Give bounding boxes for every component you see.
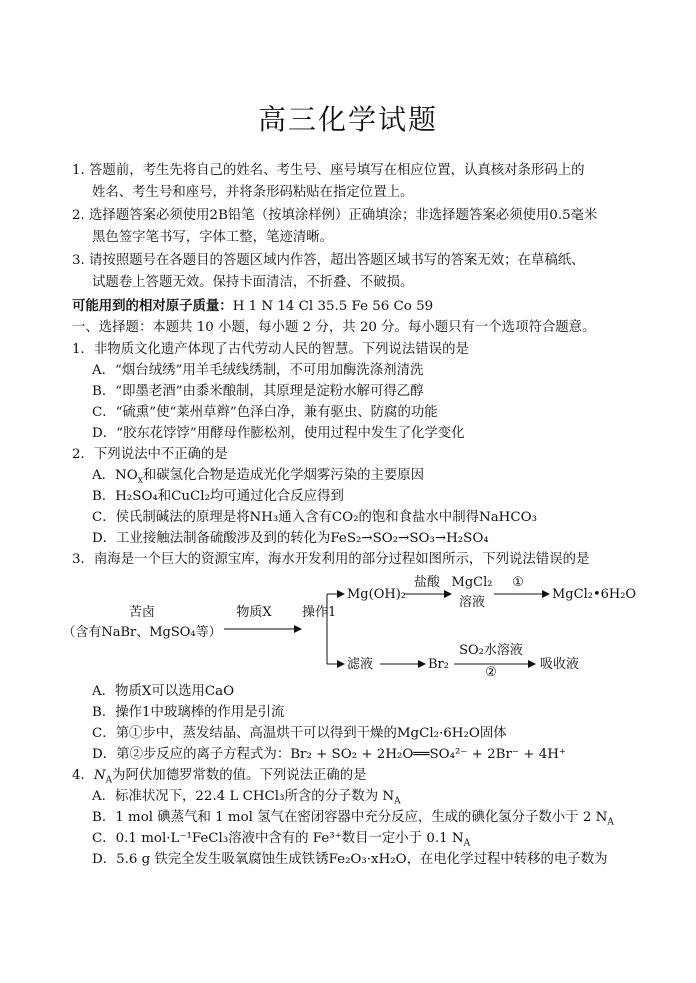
note-text: 选择题答案必须使用2B铅笔（按填涂样例）正确填涂；非选择题答案必须使用0.5毫米 xyxy=(89,208,598,223)
diagram-absorb: 吸收液 xyxy=(540,657,580,672)
question-4-stem xyxy=(72,768,367,785)
diagram-solution: 溶液 xyxy=(458,595,486,610)
question-2-option-d: D．工业接触法制备硫酸涉及到的转化为FeS₂→SO₂→SO₃→H₂SO₄ xyxy=(92,531,489,546)
option-c-subscript: A xyxy=(463,838,471,849)
diagram-mgoh2: Mg(OH)₂ xyxy=(347,587,406,602)
seawater-process-diagram xyxy=(62,568,637,680)
option-a-prefix: A．NO xyxy=(92,468,138,483)
note-text: 请按照题号在各题目的答题区域内作答，超出答题区域书写的答案无效；在草稿纸、 xyxy=(89,253,585,268)
question-2-option-a xyxy=(92,468,424,485)
option-a-text: 和碳氢化合物是造成光化学烟雾污染的主要原因 xyxy=(142,468,425,483)
question-3-option-d: D．第②步反应的离子方程式为：Br₂ + SO₂ + 2H₂O══SO₄²⁻ + 2Br⁻ + 4H⁺ xyxy=(92,747,566,762)
option-a-subscript: A xyxy=(394,796,401,807)
avogadro-subscript: A xyxy=(105,775,113,786)
note-text: 答题前，考生先将自己的姓名、考生号、座号填写在相应位置，认真核对条形码上的 xyxy=(89,163,585,178)
arrow-head xyxy=(418,660,426,668)
question-3-option-b: B．操作1中玻璃棒的作用是引流 xyxy=(92,705,285,720)
diagram-reagent-x: 物质X xyxy=(236,605,272,620)
option-a-subscript: x xyxy=(137,475,143,486)
note-number: 3. xyxy=(72,253,85,268)
note-number: 2. xyxy=(72,208,85,223)
question-3-option-a: A．物质X可以选用CaO xyxy=(92,684,235,699)
question-4-option-d: D．5.6 g 铁完全发生吸氧腐蚀生成铁锈Fe₂O₃·xH₂O，在电化学过程中转移的电子数为 xyxy=(92,852,608,867)
option-b-subscript: A xyxy=(607,817,614,828)
question-1-option-d: D．“胶东花饽饽”用酵母作膨松剂，使用过程中发生了化学变化 xyxy=(92,426,465,441)
option-a-text: A．标准状况下，22.4 L CHCl₃所含的分子数为 N xyxy=(92,789,395,804)
question-2-stem: 2．下列说法中不正确的是 xyxy=(72,447,228,462)
question-1-option-b: B．“即墨老酒”由黍米酿制，其原理是淀粉水解可得乙醇 xyxy=(92,384,424,399)
arrow-head xyxy=(528,660,536,668)
section-heading: 一、选择题：本题共 10 小题，每小题 2 分，共 20 分。每小题只有一个选项符合题意。 xyxy=(72,320,596,335)
question-4-option-b xyxy=(92,810,614,827)
q4-number: 4． xyxy=(72,768,94,783)
arrow-head xyxy=(444,590,452,598)
option-c-text: C．0.1 mol·L⁻¹FeCl₃溶液中含有的 Fe³⁺数目一定小于 0.1 N xyxy=(92,831,464,846)
atomic-mass-values: H 1 N 14 Cl 35.5 Fe 56 Co 59 xyxy=(232,299,434,314)
question-2-option-c: C．侯氏制碱法的原理是将NH₃通入含有CO₂的饱和食盐水中制得NaHCO₃ xyxy=(92,510,537,525)
atomic-mass-line xyxy=(72,298,433,316)
q4-stem-text: 为阿伏加德罗常数的值。下列说法正确的是 xyxy=(112,768,367,783)
avogadro-symbol: N xyxy=(93,768,106,783)
note-3-cont: 试题卷上答题无效。保持卡面清洁，不折叠、不破损。 xyxy=(92,275,414,290)
diagram-product1: MgCl₂•6H₂O xyxy=(552,587,637,602)
question-1-stem: 1．非物质文化遗产体现了古代劳动人民的智慧。下列说法错误的是 xyxy=(72,342,469,357)
note-2-cont: 黑色签字笔书写，字体工整，笔迹清晰。 xyxy=(92,230,334,245)
arrow-head xyxy=(294,625,302,633)
option-b-text: B．1 mol 碘蒸气和 1 mol 氢气在密闭容器中充分反应，生成的碘化氢分子数小于 2 N xyxy=(92,810,608,825)
diagram-br2: Br₂ xyxy=(428,657,449,672)
question-3-option-c: C．第①步中，蒸发结晶、高温烘干可以得到干燥的MgCl₂·6H₂O固体 xyxy=(92,726,507,741)
note-3 xyxy=(72,253,585,270)
question-4-option-a xyxy=(92,789,401,806)
question-1-option-a: A．“烟台绒绣”用羊毛绒线绣制，不可用加酶洗涤剂清洗 xyxy=(92,363,424,378)
question-4-option-c xyxy=(92,831,470,848)
page-title: 高三化学试题 xyxy=(257,103,438,136)
note-1-cont: 姓名、考生号和座号，并将条形码粘贴在指定位置上。 xyxy=(92,185,414,200)
arrow-head xyxy=(542,590,550,598)
diagram-filtrate: 滤液 xyxy=(347,657,374,672)
diagram-mgcl2: MgCl₂ xyxy=(451,575,493,590)
diagram-hcl: 盐酸 xyxy=(413,575,441,590)
diagram-step2: ② xyxy=(485,665,497,680)
diagram-source: 苦卤 xyxy=(128,605,156,620)
arrow-head xyxy=(337,660,345,668)
arrow-head xyxy=(337,590,345,598)
diagram-source-note: （含有NaBr、MgSO₄等） xyxy=(62,625,222,640)
question-1-option-c: C．“硫熏”使“莱州草辫”色泽白净，兼有驱虫、防腐的功能 xyxy=(92,405,438,420)
question-3-stem: 3．南海是一个巨大的资源宝库，海水开发利用的部分过程如图所示，下列说法错误的是 xyxy=(72,552,590,567)
note-2 xyxy=(72,208,597,225)
note-number: 1. xyxy=(72,163,85,178)
note-1 xyxy=(72,163,585,180)
diagram-step1: ① xyxy=(512,575,524,590)
question-2-option-b: B．H₂SO₄和CuCl₂均可通过化合反应得到 xyxy=(92,489,344,504)
diagram-so2-solution: SO₂水溶液 xyxy=(459,643,523,658)
atomic-mass-label: 可能用到的相对原子质量： xyxy=(72,298,233,314)
diagram-op1: 操作1 xyxy=(302,605,337,620)
